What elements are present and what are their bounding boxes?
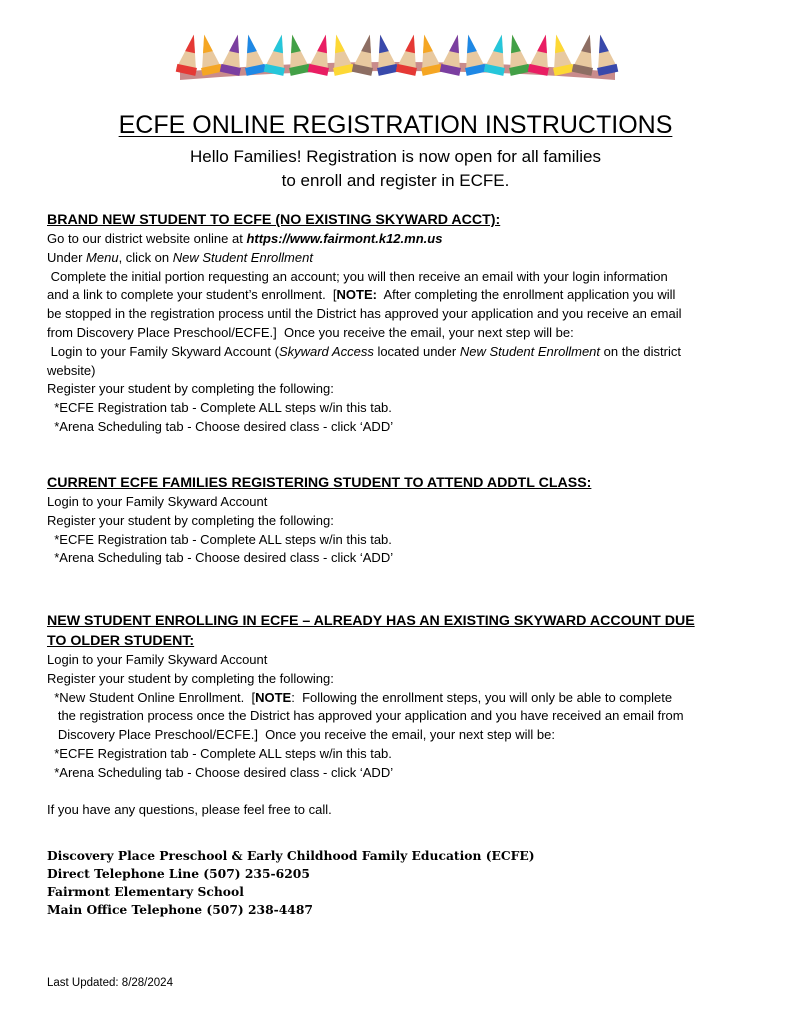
contact-main-phone: Main Office Telephone (507) 238-4487 (47, 902, 313, 917)
text-segment: *ECFE Registration tab - Complete ALL steps w/in this tab. (47, 531, 392, 547)
text-segment: If you have any questions, please feel free to call. (47, 802, 332, 818)
text-segment: Login to your Family Skyward Account (47, 494, 268, 509)
text-segment: NOTE (255, 689, 292, 705)
text-segment: *Arena Scheduling tab - Choose desired class - click ‘ADD’ (47, 418, 394, 434)
text-segment: the registration process once the District has approved your application and you have received an email from (47, 708, 684, 724)
text-segment: After completing the enrollment application you will (376, 287, 676, 303)
page-title: ECFE ONLINE REGISTRATION INSTRUCTIONS (118, 111, 673, 139)
section-current-families (47, 473, 747, 568)
instruction-line (47, 745, 747, 764)
instruction-line (47, 230, 747, 249)
text-segment: New Student Enrollment (172, 249, 313, 265)
pencil-tip-icon (590, 33, 618, 76)
instruction-line (47, 764, 747, 783)
last-updated: Last Updated: 8/28/2024 (47, 977, 173, 989)
text-segment: website) (47, 362, 96, 378)
text-segment: on the district (600, 343, 681, 359)
instruction-line (47, 783, 747, 802)
text-segment: *New Student Online Enrollment. [ (47, 689, 256, 705)
instruction-line (47, 801, 747, 820)
instruction-line (47, 512, 747, 531)
instruction-line (47, 362, 747, 381)
instruction-line (47, 286, 747, 305)
section-existing-skyward-account (47, 611, 747, 820)
pencil-tip-icon (572, 33, 600, 76)
text-segment: *ECFE Registration tab - Complete ALL steps w/in this tab. (47, 745, 392, 761)
text-segment: : Following the enrollment steps, you will only be able to complete (291, 689, 673, 705)
text-segment: NOTE: (336, 287, 377, 303)
instruction-line (47, 726, 747, 745)
text-segment: Login to your Family Skyward Account ( (47, 343, 279, 359)
instruction-line (47, 493, 747, 512)
section-heading: CURRENT ECFE FAMILIES REGISTERING STUDENT TO ATTEND ADDTL CLASS: (47, 475, 592, 491)
subtitle-line-1: Hello Families! Registration is now open for all families (190, 147, 601, 166)
text-segment: , click on (118, 249, 173, 265)
instruction-line (47, 249, 747, 268)
text-segment: *Arena Scheduling tab - Choose desired class - click ‘ADD’ (47, 764, 394, 780)
text-segment: Login to your Family Skyward Account (47, 652, 268, 667)
instruction-line (47, 670, 747, 689)
instruction-line (47, 689, 747, 708)
section-heading: BRAND NEW STUDENT TO ECFE (NO EXISTING SKYWARD ACCT): (47, 212, 501, 228)
text-segment: and a link to complete your student’s enrollment. [ (47, 287, 337, 303)
contact-organization: Discovery Place Preschool & Early Childhood Family Education (ECFE) (47, 848, 535, 863)
text-segment: Register your student by completing the following: (47, 381, 334, 397)
text-segment: from Discovery Place Preschool/ECFE.] Once you receive the email, your next step will be: (47, 324, 574, 340)
section-heading: TO OLDER STUDENT: (47, 633, 195, 649)
colored-pencils-banner-image (170, 22, 625, 84)
website-link[interactable]: https://www.fairmont.k12.mn.us (246, 231, 443, 246)
contact-direct-phone: Direct Telephone Line (507) 235-6205 (47, 866, 310, 881)
text-segment: located under (373, 343, 460, 359)
instruction-line (47, 324, 747, 343)
text-segment: Skyward Access (278, 343, 374, 359)
section-brand-new-student (47, 210, 747, 437)
instruction-line (47, 531, 747, 550)
subtitle-line-2: to enroll and register in ECFE. (281, 171, 510, 190)
pencil-tip-icon (176, 33, 204, 76)
text-segment: New Student Enrollment (459, 343, 601, 359)
text-segment: Discovery Place Preschool/ECFE.] Once you receive the email, your next step will be: (47, 727, 555, 743)
text-segment: Register your student by completing the following: (47, 512, 334, 528)
instruction-line (47, 268, 747, 287)
text-segment: *Arena Scheduling tab - Choose desired class - click ‘ADD’ (47, 550, 394, 566)
instruction-line (47, 707, 747, 726)
section-heading: NEW STUDENT ENROLLING IN ECFE – ALREADY HAS AN EXISTING SKYWARD ACCOUNT DUE (47, 613, 695, 629)
instruction-line (47, 380, 747, 399)
text-segment: Complete the initial portion requesting an account; you will then receive an email with your login information (47, 268, 668, 284)
contact-block (47, 847, 535, 919)
instruction-line (47, 549, 747, 568)
text-segment: Under (47, 249, 87, 265)
instruction-line (47, 343, 747, 362)
text-segment: Go to our district website online at (47, 231, 247, 246)
pencil-tip-icon (194, 33, 222, 76)
instruction-line (47, 305, 747, 324)
text-segment (47, 784, 51, 799)
text-segment: Register your student by completing the following: (47, 670, 334, 686)
text-segment: *ECFE Registration tab - Complete ALL steps w/in this tab. (47, 400, 392, 416)
instruction-line (47, 651, 747, 670)
text-segment: be stopped in the registration process until the District has approved your application and you receive an email (47, 306, 682, 322)
instruction-line (47, 399, 747, 418)
contact-school: Fairmont Elementary School (47, 884, 244, 899)
text-segment: Menu (86, 249, 119, 265)
instruction-line (47, 418, 747, 437)
